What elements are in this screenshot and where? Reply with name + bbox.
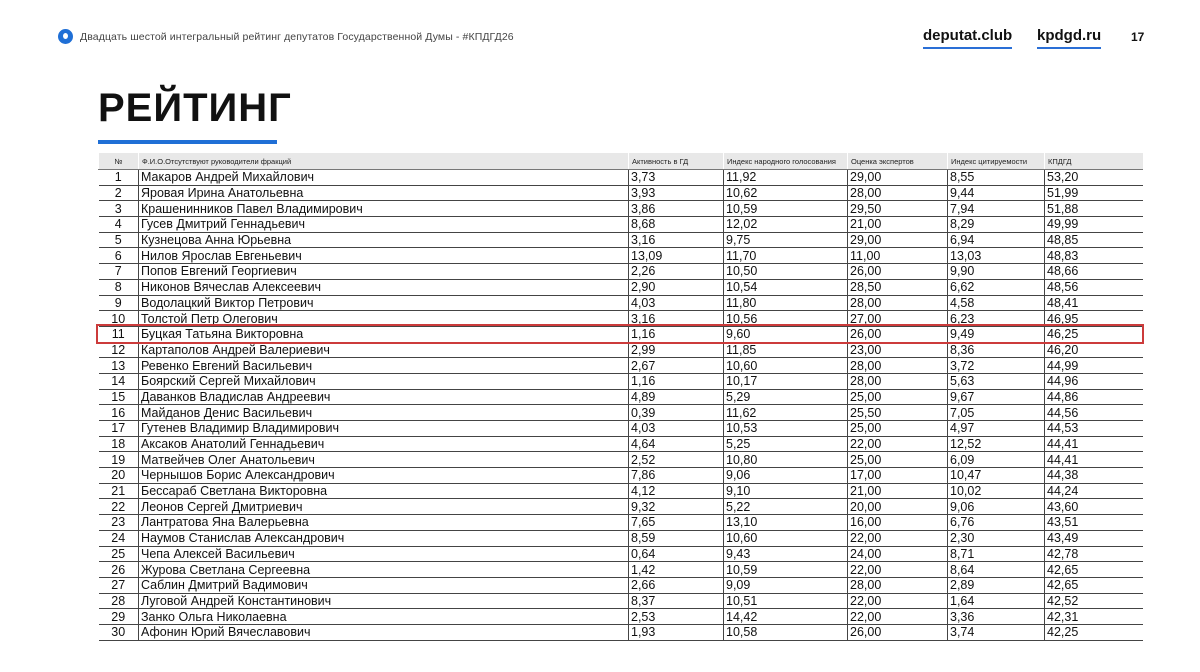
page-title: РЕЙТИНГ	[98, 86, 292, 130]
experts-value: 22,00	[848, 562, 948, 578]
deputy-name: Луговой Андрей Константинович	[139, 593, 629, 609]
table-row	[99, 515, 1143, 531]
experts-value: 24,00	[848, 546, 948, 562]
vote-index-value: 10,58	[724, 624, 848, 640]
deputy-name: Боярский Сергей Михайлович	[139, 373, 629, 389]
activity-value: 0,64	[629, 546, 724, 562]
citation-value: 3,36	[948, 609, 1045, 625]
table-row	[99, 577, 1143, 593]
table-row	[99, 546, 1143, 562]
row-num: 24	[99, 530, 139, 546]
experts-value: 20,00	[848, 499, 948, 515]
activity-value: 0,39	[629, 405, 724, 421]
kpdgd-value: 42,52	[1045, 593, 1143, 609]
row-num: 18	[99, 436, 139, 452]
header-subtitle: Двадцать шестой интегральный рейтинг депутатов Государственной Думы - #КПДГД26	[80, 31, 514, 43]
deputy-name: Матвейчев Олег Анатольевич	[139, 452, 629, 468]
table-row	[99, 499, 1143, 515]
deputy-name: Яровая Ирина Анатольевна	[139, 185, 629, 201]
kpdgd-value: 46,95	[1045, 311, 1143, 327]
vote-index-value: 10,60	[724, 530, 848, 546]
deputy-name: Леонов Сергей Дмитриевич	[139, 499, 629, 515]
kpdgd-value: 44,56	[1045, 405, 1143, 421]
site-link-kpdgd[interactable]: kpdgd.ru	[1037, 27, 1101, 49]
kpdgd-value: 42,65	[1045, 562, 1143, 578]
vote-index-value: 10,60	[724, 358, 848, 374]
activity-value: 2,67	[629, 358, 724, 374]
kpdgd-value: 46,20	[1045, 342, 1143, 358]
table-row	[99, 170, 1143, 186]
vote-index-value: 9,60	[724, 326, 848, 342]
deputy-name: Макаров Андрей Михайлович	[139, 170, 629, 186]
deputy-name: Саблин Дмитрий Вадимович	[139, 577, 629, 593]
activity-value: 1,16	[629, 373, 724, 389]
kpdgd-value: 43,49	[1045, 530, 1143, 546]
kpdgd-value: 44,38	[1045, 468, 1143, 484]
activity-value: 3,16	[629, 232, 724, 248]
vote-index-value: 9,06	[724, 468, 848, 484]
kpdgd-value: 49,99	[1045, 217, 1143, 233]
kpdgd-value: 48,66	[1045, 264, 1143, 280]
row-num: 17	[99, 421, 139, 437]
citation-value: 1,64	[948, 593, 1045, 609]
kpdgd-value: 44,96	[1045, 373, 1143, 389]
logo-icon	[58, 29, 73, 44]
experts-value: 22,00	[848, 593, 948, 609]
activity-value: 2,52	[629, 452, 724, 468]
citation-value: 8,71	[948, 546, 1045, 562]
row-num: 15	[99, 389, 139, 405]
row-num: 30	[99, 624, 139, 640]
vote-index-value: 10,62	[724, 185, 848, 201]
vote-index-value: 9,43	[724, 546, 848, 562]
vote-index-value: 10,53	[724, 421, 848, 437]
experts-value: 26,00	[848, 326, 948, 342]
site-link-deputat[interactable]: deputat.club	[923, 27, 1012, 49]
experts-value: 22,00	[848, 530, 948, 546]
kpdgd-value: 42,78	[1045, 546, 1143, 562]
experts-value: 28,00	[848, 295, 948, 311]
activity-value: 9,32	[629, 499, 724, 515]
deputy-name: Толстой Петр Олегович	[139, 311, 629, 327]
kpdgd-value: 48,83	[1045, 248, 1143, 264]
table-row	[99, 483, 1143, 499]
experts-value: 25,50	[848, 405, 948, 421]
citation-value: 10,47	[948, 468, 1045, 484]
activity-value: 2,53	[629, 609, 724, 625]
citation-value: 3,74	[948, 624, 1045, 640]
rating-table-container	[98, 153, 1142, 641]
experts-value: 21,00	[848, 217, 948, 233]
row-num: 21	[99, 483, 139, 499]
kpdgd-value: 48,85	[1045, 232, 1143, 248]
activity-value: 1,16	[629, 326, 724, 342]
activity-value: 2,99	[629, 342, 724, 358]
experts-value: 16,00	[848, 515, 948, 531]
vote-index-value: 11,62	[724, 405, 848, 421]
kpdgd-value: 42,65	[1045, 577, 1143, 593]
citation-value: 6,76	[948, 515, 1045, 531]
row-num: 5	[99, 232, 139, 248]
kpdgd-value: 51,88	[1045, 201, 1143, 217]
table-row	[99, 624, 1143, 640]
vote-index-value: 11,80	[724, 295, 848, 311]
row-num: 4	[99, 217, 139, 233]
table-row	[99, 421, 1143, 437]
activity-value: 1,93	[629, 624, 724, 640]
experts-value: 23,00	[848, 342, 948, 358]
experts-value: 28,50	[848, 279, 948, 295]
experts-value: 26,00	[848, 264, 948, 280]
experts-value: 21,00	[848, 483, 948, 499]
row-num: 10	[99, 311, 139, 327]
table-row	[99, 358, 1143, 374]
experts-value: 26,00	[848, 624, 948, 640]
experts-value: 29,50	[848, 201, 948, 217]
experts-value: 25,00	[848, 452, 948, 468]
vote-index-value: 9,09	[724, 577, 848, 593]
vote-index-value: 10,80	[724, 452, 848, 468]
deputy-name: Попов Евгений Георгиевич	[139, 264, 629, 280]
table-row	[99, 342, 1143, 358]
deputy-name: Крашенинников Павел Владимирович	[139, 201, 629, 217]
vote-index-value: 11,70	[724, 248, 848, 264]
deputy-name: Чернышов Борис Александрович	[139, 468, 629, 484]
kpdgd-value: 44,99	[1045, 358, 1143, 374]
activity-value: 8,59	[629, 530, 724, 546]
table-row	[99, 405, 1143, 421]
experts-value: 25,00	[848, 421, 948, 437]
kpdgd-value: 51,99	[1045, 185, 1143, 201]
citation-value: 8,55	[948, 170, 1045, 186]
row-num: 9	[99, 295, 139, 311]
deputy-name: Водолацкий Виктор Петрович	[139, 295, 629, 311]
kpdgd-value: 44,86	[1045, 389, 1143, 405]
activity-value: 3,93	[629, 185, 724, 201]
table-header	[99, 153, 1143, 170]
experts-value: 22,00	[848, 609, 948, 625]
table-row	[99, 185, 1143, 201]
table-row	[99, 326, 1143, 342]
vote-index-value: 10,59	[724, 562, 848, 578]
experts-value: 28,00	[848, 373, 948, 389]
citation-value: 8,64	[948, 562, 1045, 578]
citation-value: 6,94	[948, 232, 1045, 248]
row-num: 20	[99, 468, 139, 484]
rating-table	[98, 153, 1143, 641]
activity-value: 4,03	[629, 295, 724, 311]
col-header-activity: Активность в ГД	[629, 153, 724, 170]
activity-value: 4,03	[629, 421, 724, 437]
activity-value: 4,89	[629, 389, 724, 405]
row-num: 25	[99, 546, 139, 562]
row-num: 27	[99, 577, 139, 593]
deputy-name: Аксаков Анатолий Геннадьевич	[139, 436, 629, 452]
vote-index-value: 10,50	[724, 264, 848, 280]
deputy-name: Кузнецова Анна Юрьевна	[139, 232, 629, 248]
citation-value: 5,63	[948, 373, 1045, 389]
experts-value: 11,00	[848, 248, 948, 264]
table-row	[99, 389, 1143, 405]
activity-value: 2,26	[629, 264, 724, 280]
row-num: 7	[99, 264, 139, 280]
citation-value: 4,58	[948, 295, 1045, 311]
citation-value: 9,06	[948, 499, 1045, 515]
citation-value: 4,97	[948, 421, 1045, 437]
deputy-name: Занко Ольга Николаевна	[139, 609, 629, 625]
vote-index-value: 5,25	[724, 436, 848, 452]
deputy-name: Наумов Станислав Александрович	[139, 530, 629, 546]
col-header-experts: Оценка экспертов	[848, 153, 948, 170]
table-row	[99, 373, 1143, 389]
activity-value: 8,37	[629, 593, 724, 609]
experts-value: 17,00	[848, 468, 948, 484]
experts-value: 25,00	[848, 389, 948, 405]
col-header-vote: Индекс народного голосования	[724, 153, 848, 170]
row-num: 1	[99, 170, 139, 186]
title-underline	[98, 140, 277, 144]
activity-value: 3,73	[629, 170, 724, 186]
kpdgd-value: 48,56	[1045, 279, 1143, 295]
deputy-name: Афонин Юрий Вячеславович	[139, 624, 629, 640]
experts-value: 28,00	[848, 185, 948, 201]
row-num: 6	[99, 248, 139, 264]
experts-value: 29,00	[848, 232, 948, 248]
kpdgd-value: 48,41	[1045, 295, 1143, 311]
table-row	[99, 279, 1143, 295]
vote-index-value: 9,75	[724, 232, 848, 248]
deputy-name: Бессараб Светлана Викторовна	[139, 483, 629, 499]
deputy-name: Журова Светлана Сергеевна	[139, 562, 629, 578]
table-row	[99, 468, 1143, 484]
table-row	[99, 264, 1143, 280]
col-header-kpdgd: КПДГД	[1045, 153, 1143, 170]
row-num: 14	[99, 373, 139, 389]
table-row	[99, 436, 1143, 452]
activity-value: 7,65	[629, 515, 724, 531]
table-row	[99, 311, 1143, 327]
citation-value: 7,94	[948, 201, 1045, 217]
kpdgd-value: 43,51	[1045, 515, 1143, 531]
kpdgd-value: 44,41	[1045, 436, 1143, 452]
experts-value: 28,00	[848, 577, 948, 593]
kpdgd-value: 53,20	[1045, 170, 1143, 186]
col-header-name: Ф.И.О.Отсутствуют руководители фракций	[139, 153, 629, 170]
deputy-name: Лантратова Яна Валерьевна	[139, 515, 629, 531]
kpdgd-value: 44,41	[1045, 452, 1143, 468]
experts-value: 27,00	[848, 311, 948, 327]
citation-value: 9,49	[948, 326, 1045, 342]
vote-index-value: 10,17	[724, 373, 848, 389]
table-row	[99, 248, 1143, 264]
citation-value: 9,90	[948, 264, 1045, 280]
deputy-name: Буцкая Татьяна Викторовна	[139, 326, 629, 342]
row-num: 22	[99, 499, 139, 515]
slide-header	[0, 0, 1200, 70]
citation-value: 10,02	[948, 483, 1045, 499]
activity-value: 2,66	[629, 577, 724, 593]
table-row	[99, 232, 1143, 248]
vote-index-value: 5,29	[724, 389, 848, 405]
kpdgd-value: 44,53	[1045, 421, 1143, 437]
activity-value: 13,09	[629, 248, 724, 264]
table-body	[99, 170, 1143, 641]
activity-value: 7,86	[629, 468, 724, 484]
row-num: 12	[99, 342, 139, 358]
table-row	[99, 295, 1143, 311]
citation-value: 3,72	[948, 358, 1045, 374]
table-row	[99, 593, 1143, 609]
citation-value: 9,44	[948, 185, 1045, 201]
activity-value: 4,12	[629, 483, 724, 499]
row-num: 26	[99, 562, 139, 578]
deputy-name: Даванков Владислав Андреевич	[139, 389, 629, 405]
row-num: 28	[99, 593, 139, 609]
citation-value: 13,03	[948, 248, 1045, 264]
table-row	[99, 562, 1143, 578]
activity-value: 4,64	[629, 436, 724, 452]
activity-value: 2,90	[629, 279, 724, 295]
row-num: 29	[99, 609, 139, 625]
table-row	[99, 452, 1143, 468]
kpdgd-value: 43,60	[1045, 499, 1143, 515]
citation-value: 6,62	[948, 279, 1045, 295]
row-num: 23	[99, 515, 139, 531]
experts-value: 28,00	[848, 358, 948, 374]
activity-value: 8,68	[629, 217, 724, 233]
activity-value: 1,42	[629, 562, 724, 578]
row-num: 16	[99, 405, 139, 421]
experts-value: 22,00	[848, 436, 948, 452]
vote-index-value: 11,85	[724, 342, 848, 358]
vote-index-value: 10,56	[724, 311, 848, 327]
kpdgd-value: 44,24	[1045, 483, 1143, 499]
citation-value: 8,36	[948, 342, 1045, 358]
vote-index-value: 11,92	[724, 170, 848, 186]
vote-index-value: 12,02	[724, 217, 848, 233]
vote-index-value: 10,54	[724, 279, 848, 295]
vote-index-value: 10,51	[724, 593, 848, 609]
citation-value: 7,05	[948, 405, 1045, 421]
activity-value: 3,86	[629, 201, 724, 217]
vote-index-value: 14,42	[724, 609, 848, 625]
table-row	[99, 201, 1143, 217]
row-num: 3	[99, 201, 139, 217]
kpdgd-value: 46,25	[1045, 326, 1143, 342]
kpdgd-value: 42,31	[1045, 609, 1143, 625]
vote-index-value: 5,22	[724, 499, 848, 515]
citation-value: 6,23	[948, 311, 1045, 327]
citation-value: 9,67	[948, 389, 1045, 405]
col-header-num: №	[99, 153, 139, 170]
activity-value: 3,16	[629, 311, 724, 327]
page-number: 17	[1131, 30, 1145, 44]
row-num: 8	[99, 279, 139, 295]
deputy-name: Гусев Дмитрий Геннадьевич	[139, 217, 629, 233]
deputy-name: Майданов Денис Васильевич	[139, 405, 629, 421]
experts-value: 29,00	[848, 170, 948, 186]
vote-index-value: 9,10	[724, 483, 848, 499]
col-header-citation: Индекс цитируемости	[948, 153, 1045, 170]
vote-index-value: 13,10	[724, 515, 848, 531]
citation-value: 8,29	[948, 217, 1045, 233]
row-num: 2	[99, 185, 139, 201]
deputy-name: Гутенев Владимир Владимирович	[139, 421, 629, 437]
citation-value: 12,52	[948, 436, 1045, 452]
citation-value: 6,09	[948, 452, 1045, 468]
vote-index-value: 10,59	[724, 201, 848, 217]
citation-value: 2,30	[948, 530, 1045, 546]
table-row	[99, 530, 1143, 546]
deputy-name: Никонов Вячеслав Алексеевич	[139, 279, 629, 295]
deputy-name: Картаполов Андрей Валериевич	[139, 342, 629, 358]
table-row	[99, 217, 1143, 233]
citation-value: 2,89	[948, 577, 1045, 593]
row-num: 19	[99, 452, 139, 468]
kpdgd-value: 42,25	[1045, 624, 1143, 640]
deputy-name: Чепа Алексей Васильевич	[139, 546, 629, 562]
table-row	[99, 609, 1143, 625]
deputy-name: Ревенко Евгений Васильевич	[139, 358, 629, 374]
row-num: 13	[99, 358, 139, 374]
deputy-name: Нилов Ярослав Евгеньевич	[139, 248, 629, 264]
row-num: 11	[99, 326, 139, 342]
